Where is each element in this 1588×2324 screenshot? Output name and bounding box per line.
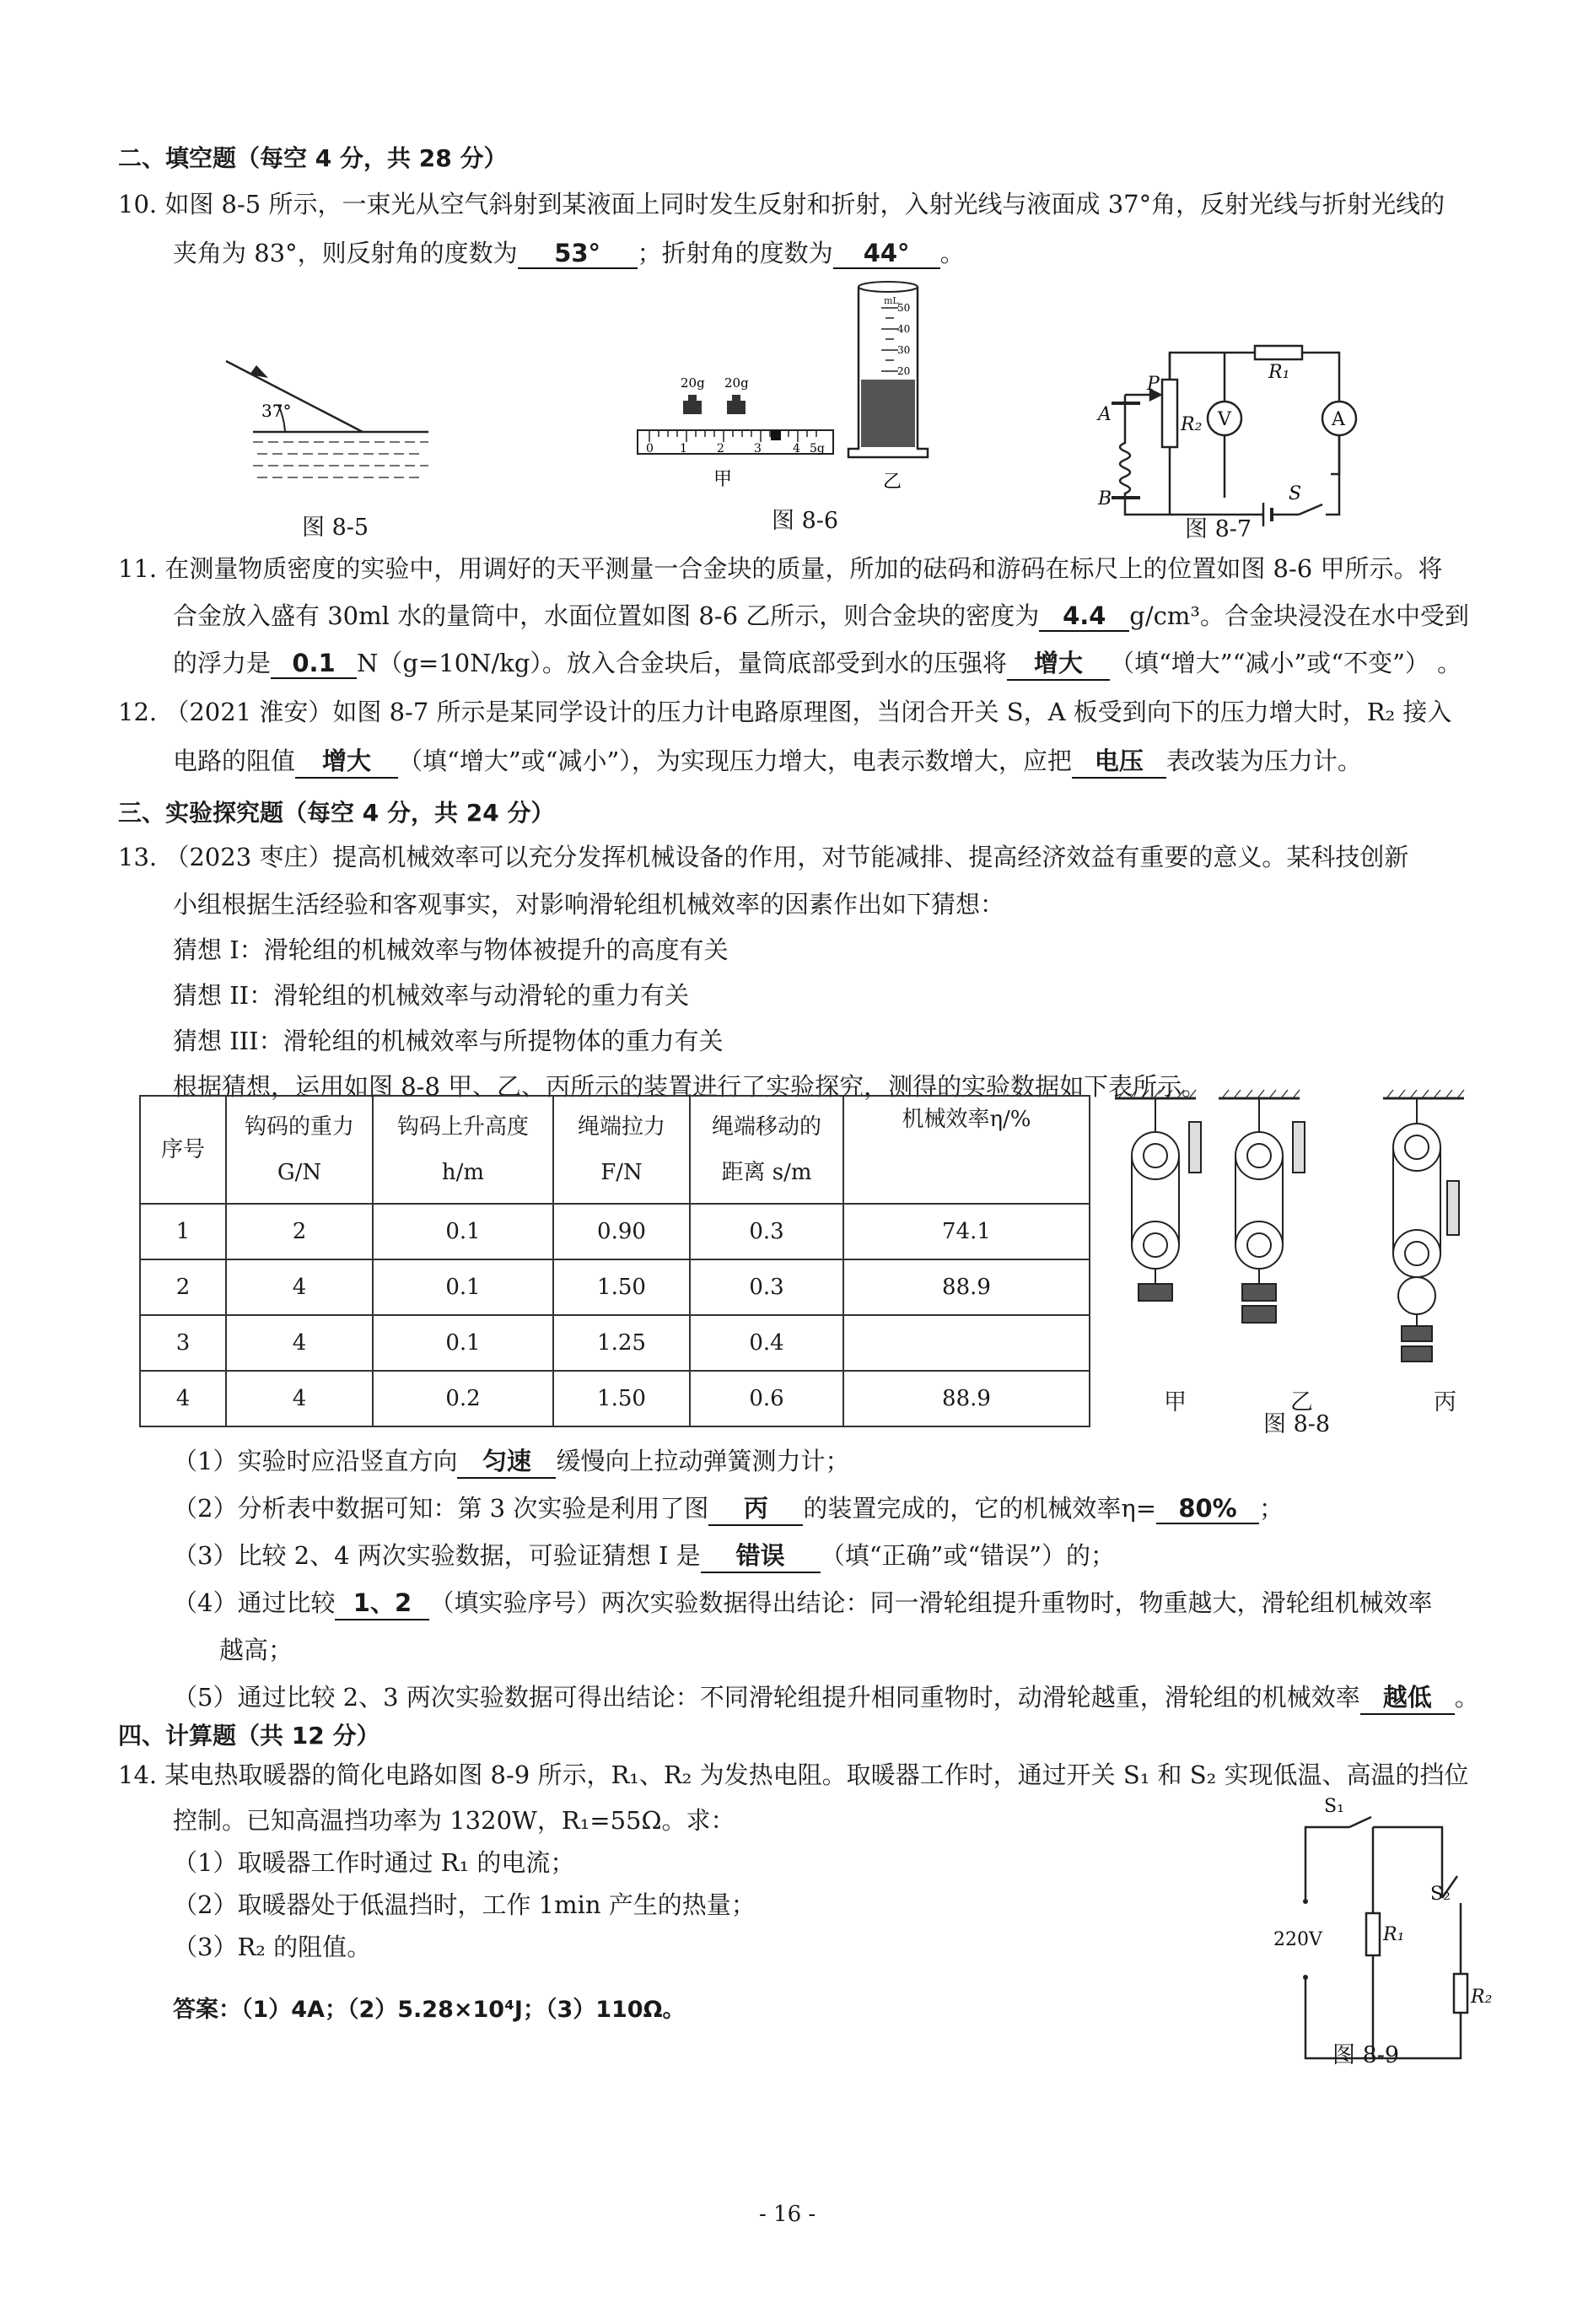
table-header-cell: 序号 <box>140 1096 226 1204</box>
fig87-label-r2: R₂ <box>1181 414 1203 435</box>
q10-text-c: 。 <box>939 239 965 267</box>
svg-text:40: 40 <box>897 323 911 335</box>
q13-line2: 小组根据生活经验和客观事实，对影响滑轮组机械效率的因素作出如下猜想： <box>173 890 1005 919</box>
sub4-answer: 1、2 <box>335 1584 429 1620</box>
q11-text-c: 的浮力是 <box>173 649 272 677</box>
fig87-ammeter: A <box>1332 409 1345 430</box>
sub1-text-a: （1）实验时应沿竖直方向 <box>173 1447 458 1475</box>
q12-answer-meter: 电压 <box>1072 742 1166 779</box>
q11-text-a: 合金放入盛有 30ml 水的量筒中，水面位置如图 8-6 乙所示，则合金块的密度为 <box>173 601 1040 630</box>
fig89-voltage-label: 220V <box>1273 1929 1322 1950</box>
sub4-text-a: （4）通过比较 <box>173 1588 336 1617</box>
q11-text-d: N（g=10N/kg）。放入合金块后，量筒底部受到水的压强将 <box>357 649 1007 677</box>
table-row: 3 4 0.1 1.25 0.4 <box>140 1315 1090 1371</box>
sub3-text-b: （填“正确”或“错误”）的； <box>820 1541 1115 1570</box>
page-number: - 16 - <box>759 2202 816 2227</box>
q14-part2: （2）取暖器处于低温挡时，工作 1min 产生的热量； <box>173 1890 756 1919</box>
svg-text:5g: 5g <box>810 442 825 456</box>
table-header-cell: 机械效率η/% <box>843 1096 1090 1204</box>
section-title-fill-in: 二、填空题（每空 4 分，共 28 分） <box>118 144 508 172</box>
table-row: 1 2 0.1 0.90 0.3 74.1 <box>140 1204 1090 1259</box>
q14-answer: 答案：（1）4A；（2）5.28×10⁴J；（3）110Ω。 <box>173 1997 686 2023</box>
q13-sub4 <box>173 1584 1432 1620</box>
sub1-answer: 匀速 <box>457 1442 556 1479</box>
q12-line1: 12. （2021 淮安）如图 8-7 所示是某同学设计的压力计电路原理图，当闭合开关 S，A 板受到向下的压力增大时，R₂ 接入 <box>118 698 1452 726</box>
table-row: 4 4 0.2 1.50 0.6 88.9 <box>140 1371 1090 1426</box>
fig87-label-a: A <box>1098 404 1112 425</box>
svg-text:2: 2 <box>717 442 724 456</box>
sub5-text-b: 。 <box>1454 1683 1479 1712</box>
q11-line3 <box>173 644 1461 681</box>
fig86-caption: 图 8-6 <box>772 508 839 534</box>
q13-line1: 13. （2023 枣庄）提高机械效率可以充分发挥机械设备的作用，对节能减排、提高经济效益有重要的意义。某科技创新 <box>118 843 1409 871</box>
fig88-label-yi: 乙 <box>1290 1389 1313 1415</box>
q14-line1: 14. 某电热取暖器的简化电路如图 8-9 所示，R₁、R₂ 为发热电阻。取暖器工作时，通过开关 S₁ 和 S₂ 实现低温、高温的挡位 <box>118 1761 1469 1789</box>
q14-line2: 控制。已知高温挡功率为 1320W，R₁=55Ω。求： <box>173 1806 735 1835</box>
fig86-sub2-label: 乙 <box>883 472 902 493</box>
fig87-label-b: B <box>1098 488 1112 510</box>
q13-guess2: 猜想 II：滑轮组的机械效率与动滑轮的重力有关 <box>173 981 690 1010</box>
q10-text-b: ；折射角的度数为 <box>637 239 833 267</box>
figure-8-5-light-diagram <box>226 361 428 477</box>
sub2-text-c: ； <box>1259 1494 1284 1523</box>
fig87-label-p: P <box>1147 374 1160 395</box>
fig85-angle-label: 37° <box>261 401 292 421</box>
q13-guess1: 猜想 I：滑轮组的机械效率与物体被提升的高度有关 <box>173 936 729 964</box>
svg-text:0: 0 <box>646 442 654 456</box>
q11-answer-buoyancy: 0.1 <box>271 649 357 679</box>
q13-sub4-cont: 越高； <box>219 1636 293 1664</box>
fig89-s2-label: S₂ <box>1430 1884 1451 1905</box>
q13-sub2 <box>173 1490 1284 1526</box>
q13-guess3: 猜想 III：滑轮组的机械效率与所提物体的重力有关 <box>173 1027 724 1055</box>
fig87-voltmeter: V <box>1218 409 1231 430</box>
fig87-caption: 图 8-7 <box>1185 516 1252 542</box>
sub3-answer: 错误 <box>701 1537 821 1573</box>
q12-line2 <box>173 742 1362 779</box>
svg-text:50: 50 <box>897 302 911 314</box>
q10-line2 <box>173 235 965 269</box>
fig89-s1-label: S₁ <box>1324 1796 1344 1817</box>
sub2-text-b: 的装置完成的，它的机械效率η= <box>803 1494 1157 1523</box>
q12-answer-resistance: 增大 <box>295 742 398 779</box>
q14-part3: （3）R₂ 的阻值。 <box>173 1933 372 1961</box>
sub1-text-b: 缓慢向上拉动弹簧测力计； <box>556 1447 850 1475</box>
fig86-weight1-label: 20g <box>681 375 705 391</box>
q11-text-b: g/cm³。合金块浸没在水中受到 <box>1129 601 1469 630</box>
sub5-text-a: （5）通过比较 2、3 两次实验数据可得出结论：不同滑轮组提升相同重物时，动滑轮越重，滑轮组的机械效率 <box>173 1683 1360 1712</box>
svg-text:1: 1 <box>680 442 687 456</box>
fig89-r2-label: R₂ <box>1471 1987 1493 2008</box>
sub4-text-b: （填实验序号）两次实验数据得出结论：同一滑轮组提升重物时，物重越大，滑轮组机械效率 <box>429 1588 1433 1617</box>
svg-text:4: 4 <box>793 442 800 456</box>
fig87-switch-label: S <box>1289 483 1302 504</box>
svg-text:3: 3 <box>754 442 762 456</box>
q10-answer-refraction: 44° <box>833 239 940 269</box>
table-header-cell: 绳端移动的 距离 s/m <box>690 1096 843 1204</box>
figure-8-6-balance <box>638 375 833 490</box>
section-title-calculation: 四、计算题（共 12 分） <box>118 1722 380 1750</box>
svg-text:30: 30 <box>897 344 911 356</box>
sub2-answer-figure: 丙 <box>708 1490 803 1526</box>
q10-text-a: 夹角为 83°，则反射角的度数为 <box>173 239 518 267</box>
q11-text-e: （填“增大”“减小”或“不变”） 。 <box>1109 649 1462 677</box>
q12-text-b: （填“增大”或“减小”），为实现压力增大，电表示数增大，应把 <box>398 747 1072 775</box>
fig86-weight2-label: 20g <box>724 375 749 391</box>
table-header-row <box>140 1096 1090 1204</box>
sub3-text-a: （3）比较 2、4 两次实验数据，可验证猜想 I 是 <box>173 1541 701 1570</box>
fig85-caption: 图 8-5 <box>302 515 369 541</box>
q10-line1: 10. 如图 8-5 所示，一束光从空气斜射到某液面上同时发生反射和折射，入射光线与液面成 37°角，反射光线与折射光线的 <box>118 190 1445 218</box>
q14-part1: （1）取暖器工作时通过 R₁ 的电流； <box>173 1848 575 1877</box>
q13-sub1 <box>173 1442 849 1479</box>
q11-answer-pressure: 增大 <box>1007 644 1110 681</box>
svg-text:mL: mL <box>884 295 899 306</box>
q11-answer-density: 4.4 <box>1039 601 1129 632</box>
data-table <box>139 1095 1090 1427</box>
fig88-label-bing: 丙 <box>1434 1389 1456 1415</box>
fig88-label-jia: 甲 <box>1164 1389 1187 1415</box>
fig88-caption: 图 8-8 <box>1263 1411 1331 1437</box>
fig89-r1-label: R₁ <box>1383 1924 1405 1945</box>
fig86-sub1-label: 甲 <box>713 469 733 490</box>
table-header-cell: 绳端拉力 F/N <box>553 1096 690 1204</box>
fig87-label-r1: R₁ <box>1268 362 1290 383</box>
figure-8-9-circuit <box>1265 1788 1501 2067</box>
sub2-answer-efficiency: 80% <box>1156 1494 1259 1524</box>
q13-intro: 根据猜想，运用如图 8-8 甲、乙、丙所示的装置进行了实验探究，测得的实验数据如下表所示。 <box>173 1072 1207 1101</box>
sub2-text-a: （2）分析表中数据可知：第 3 次实验是利用了图 <box>173 1494 709 1523</box>
table-header-cell: 钩码的重力 G/N <box>226 1096 373 1204</box>
q13-sub5 <box>173 1679 1479 1715</box>
q10-answer-reflection: 53° <box>518 239 638 269</box>
fig89-caption: 图 8-9 <box>1332 2042 1400 2068</box>
figure-8-8-pulleys <box>1105 1088 1476 1417</box>
sub5-answer: 越低 <box>1360 1679 1455 1715</box>
table-row: 2 4 0.1 1.50 0.3 88.9 <box>140 1259 1090 1315</box>
q11-line1: 11. 在测量物质密度的实验中，用调好的天平测量一合金块的质量，所加的砝码和游码在标尺上的位置如图 8-6 甲所示。将 <box>118 554 1443 583</box>
section-title-experiment: 三、实验探究题（每空 4 分，共 24 分） <box>118 799 555 827</box>
figure-8-6-cylinder <box>848 282 928 493</box>
svg-text:20: 20 <box>897 365 911 377</box>
q12-text-c: 表改装为压力计。 <box>1165 747 1362 775</box>
q13-sub3 <box>173 1537 1115 1573</box>
table-header-cell: 钩码上升高度 h/m <box>373 1096 553 1204</box>
q12-text-a: 电路的阻值 <box>173 747 296 775</box>
q11-line2 <box>173 597 1469 632</box>
